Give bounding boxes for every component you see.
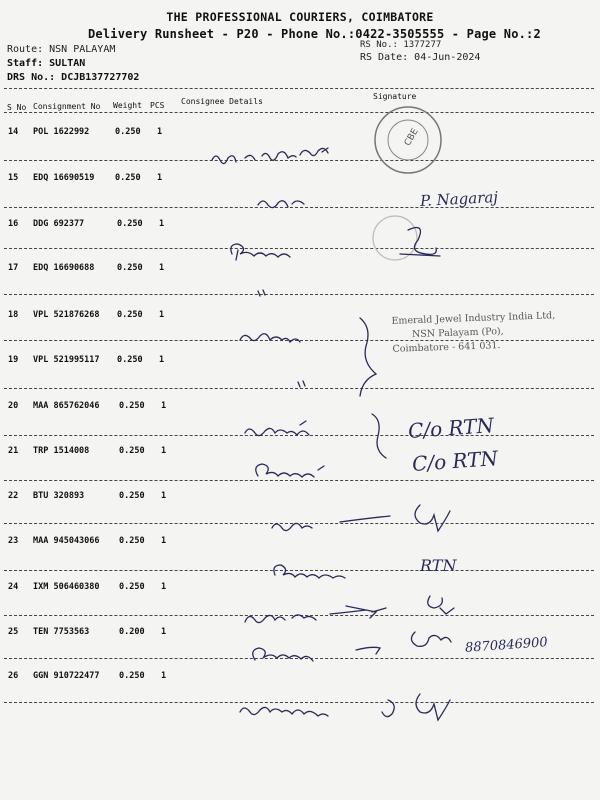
row-consignment-no: MAA 865762046 (33, 401, 100, 411)
row-weight: 0.250 (117, 310, 143, 320)
row-pcs: 1 (159, 355, 165, 365)
row-consignment-no: VPL 521876268 (33, 310, 100, 320)
row-pcs: 1 (161, 671, 167, 681)
runsheet-title: Delivery Runsheet - P20 - Phone No.:0422-3505555 - Page No.:2 (88, 27, 541, 41)
row-consignment-no: DDG 692377 (33, 219, 85, 229)
row-sno: 14 (8, 127, 19, 137)
row-weight: 0.250 (115, 173, 141, 183)
route-label: Route: NSN PALAYAM (7, 44, 116, 55)
row-sno: 21 (8, 446, 19, 456)
staff-label: Staff: SULTAN (7, 58, 86, 69)
rs-number: RS No.: 1377277 (360, 40, 442, 50)
stamp-line-3: Coimbatore - 641 031. (392, 340, 501, 355)
row-sno: 24 (8, 582, 19, 592)
row-sno: 17 (8, 263, 19, 273)
row-consignment-no: TEN 7753563 (33, 627, 90, 637)
col-pcs: PCS (150, 101, 165, 110)
row-weight: 0.250 (117, 219, 143, 229)
company-title: THE PROFESSIONAL COURIERS, COIMBATORE (166, 10, 434, 24)
col-consignment: Consignment No (33, 102, 101, 111)
row-pcs: 1 (161, 491, 167, 501)
row-pcs: 1 (159, 219, 165, 229)
col-consignee: Consignee Details (181, 97, 263, 106)
row-pcs: 1 (159, 310, 165, 320)
row-consignment-no: EDQ 16690688 (33, 263, 95, 273)
row-consignment-no: GGN 910722477 (33, 671, 100, 681)
row-sno: 26 (8, 671, 19, 681)
row-sno: 19 (8, 355, 19, 365)
row-pcs: 1 (161, 536, 167, 546)
row-pcs: 1 (159, 263, 165, 273)
row-consignment-no: MAA 945043066 (33, 536, 100, 546)
row-consignment-no: VPL 521995117 (33, 355, 100, 365)
row-weight: 0.250 (117, 355, 143, 365)
sign-row21: C/o RTN (411, 446, 499, 476)
row-consignment-no: POL 1622992 (33, 127, 90, 137)
row-sno: 22 (8, 491, 19, 501)
row-pcs: 1 (157, 127, 163, 137)
row-consignment-no: TRP 1514008 (33, 446, 90, 456)
row-sno: 20 (8, 401, 19, 411)
row-sno: 25 (8, 627, 19, 637)
row-weight: 0.250 (115, 127, 141, 137)
row-pcs: 1 (161, 446, 167, 456)
svg-text:CBE: CBE (402, 127, 421, 148)
row-weight: 0.250 (119, 671, 145, 681)
row-consignment-no: BTU 320893 (33, 491, 85, 501)
rs-date: RS Date: 04-Jun-2024 (360, 52, 481, 63)
sign-row23: RTN (420, 556, 457, 575)
drs-number: DRS No.: DCJB137727702 (7, 72, 140, 83)
col-signature: Signature (373, 92, 417, 101)
row-weight: 0.250 (119, 582, 145, 592)
row-sno: 18 (8, 310, 19, 320)
sign-row20: C/o RTN (407, 413, 495, 443)
row-consignment-no: EDQ 16690519 (33, 173, 95, 183)
row-weight: 0.250 (117, 263, 143, 273)
row-pcs: 1 (161, 627, 167, 637)
row-pcs: 1 (161, 401, 167, 411)
row-weight: 0.200 (119, 627, 145, 637)
row-consignment-no: IXM 506460380 (33, 582, 100, 592)
stamp-line-2: NSN Palayam (Po), (411, 325, 504, 341)
row-pcs: 1 (157, 173, 163, 183)
row-sno: 23 (8, 536, 19, 546)
row-sno: 15 (8, 173, 19, 183)
row-weight: 0.250 (119, 401, 145, 411)
col-weight: Weight (113, 101, 142, 110)
row-weight: 0.250 (119, 446, 145, 456)
stamp-line-1: Emerald Jewel Industry India Ltd, (391, 310, 556, 327)
col-sno: S No (7, 103, 27, 112)
row-weight: 0.250 (119, 491, 145, 501)
phone-row25: 8870846900 (464, 635, 549, 656)
row-pcs: 1 (161, 582, 167, 592)
row-weight: 0.250 (119, 536, 145, 546)
row-sno: 16 (8, 219, 19, 229)
sign-row15: P. Nagaraj (419, 187, 499, 211)
